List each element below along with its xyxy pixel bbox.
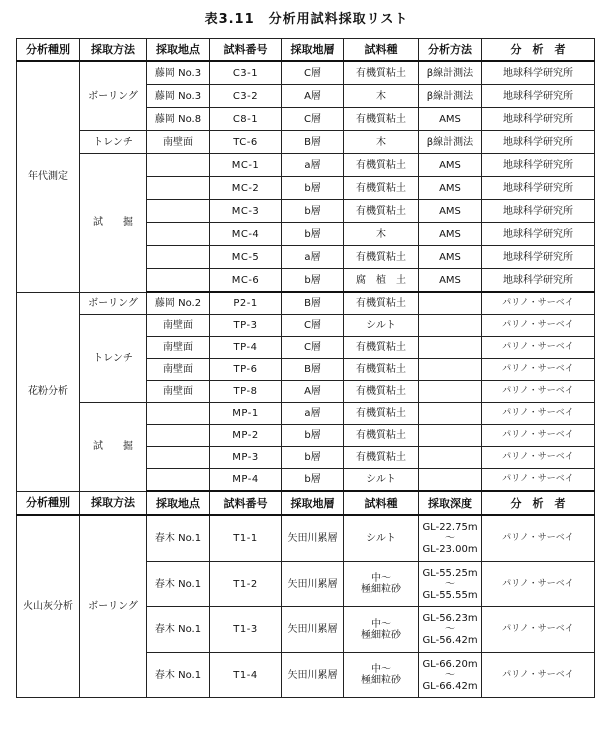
analysis-method-cell: AMS <box>419 246 482 269</box>
header-row <box>17 491 595 515</box>
sample-cell: T1-2 <box>210 562 282 607</box>
header-cell: 試料種 <box>344 39 419 62</box>
type-cell: 有機質粘土 <box>344 359 419 381</box>
analysis-method-cell: AMS <box>419 108 482 131</box>
type-cell <box>344 515 419 562</box>
analysis-method-cell: AMS <box>419 223 482 246</box>
sample-cell: T1-3 <box>210 607 282 653</box>
method-cell: ボーリング <box>80 292 147 315</box>
layer-cell: 矢田川累層 <box>282 515 344 562</box>
sample-cell: C3-2 <box>210 85 282 108</box>
sample-cell: TC-6 <box>210 131 282 154</box>
site-cell <box>147 447 210 469</box>
analysis-method-cell <box>419 381 482 403</box>
sample-cell: MP-4 <box>210 469 282 492</box>
header-row <box>17 39 595 62</box>
analyst-cell: パリノ・サーベイ <box>482 359 595 381</box>
type-line-1: シルト <box>366 533 396 544</box>
group-pollen: 花粉分析 <box>17 292 80 491</box>
layer-cell: b層 <box>282 269 344 293</box>
layer-cell: 矢田川累層 <box>282 607 344 653</box>
method-cell: 試 掘 <box>80 403 147 492</box>
header-cell: 試料番号 <box>210 39 282 62</box>
type-cell: 有機質粘土 <box>344 381 419 403</box>
site-cell: 春木 No.1 <box>147 653 210 698</box>
analyst-cell: パリノ・サーベイ <box>482 515 595 562</box>
type-line-1: 中〜 <box>371 618 391 630</box>
type-cell <box>344 562 419 607</box>
site-cell: 南壁面 <box>147 337 210 359</box>
analyst-cell: 地球科学研究所 <box>482 177 595 200</box>
depth-to: GL-66.42m <box>422 680 478 692</box>
analyst-cell: 地球科学研究所 <box>482 131 595 154</box>
layer-cell: C層 <box>282 315 344 337</box>
type-cell: 有機質粘土 <box>344 246 419 269</box>
type-line-1: 中〜 <box>371 664 391 675</box>
site-cell <box>147 269 210 293</box>
layer-cell: b層 <box>282 469 344 492</box>
sample-cell: C8-1 <box>210 108 282 131</box>
depth-cell <box>419 607 482 653</box>
layer-cell: 矢田川累層 <box>282 562 344 607</box>
site-cell: 藤岡 No.8 <box>147 108 210 131</box>
sample-cell: T1-1 <box>210 515 282 562</box>
method-cell: トレンチ <box>80 315 147 403</box>
analysis-method-cell <box>419 403 482 425</box>
sample-cell: MC-1 <box>210 154 282 177</box>
analysis-method-cell <box>419 447 482 469</box>
layer-cell: A層 <box>282 85 344 108</box>
site-cell <box>147 403 210 425</box>
type-line-2: 極細粒砂 <box>361 629 401 641</box>
analysis-method-cell: AMS <box>419 154 482 177</box>
sample-cell: TP-4 <box>210 337 282 359</box>
type-cell: 木 <box>344 85 419 108</box>
header-cell: 分 析 者 <box>482 491 595 515</box>
analysis-method-cell: AMS <box>419 177 482 200</box>
type-cell: 腐 植 土 <box>344 269 419 293</box>
analyst-cell: パリノ・サーベイ <box>482 562 595 607</box>
sample-list-table <box>16 38 595 698</box>
site-cell <box>147 200 210 223</box>
analyst-cell: 地球科学研究所 <box>482 85 595 108</box>
sample-cell: TP-8 <box>210 381 282 403</box>
type-cell: 木 <box>344 223 419 246</box>
site-cell <box>147 154 210 177</box>
layer-cell: C層 <box>282 337 344 359</box>
site-cell: 藤岡 No.3 <box>147 61 210 85</box>
analyst-cell: 地球科学研究所 <box>482 61 595 85</box>
analyst-cell: 地球科学研究所 <box>482 246 595 269</box>
layer-cell: b層 <box>282 223 344 246</box>
analyst-cell: パリノ・サーベイ <box>482 315 595 337</box>
header-cell: 採取地層 <box>282 491 344 515</box>
analysis-method-cell <box>419 359 482 381</box>
header-cell: 試料番号 <box>210 491 282 515</box>
analyst-cell: 地球科学研究所 <box>482 223 595 246</box>
site-cell: 南壁面 <box>147 359 210 381</box>
depth-separator: 〜 <box>445 578 455 590</box>
sample-cell: MC-6 <box>210 269 282 293</box>
type-line-2: 極細粒砂 <box>361 584 401 595</box>
header-cell: 分析種別 <box>17 39 80 62</box>
type-cell <box>344 653 419 698</box>
depth-separator: 〜 <box>445 669 455 681</box>
site-cell <box>147 246 210 269</box>
header-cell: 試料種 <box>344 491 419 515</box>
site-cell: 南壁面 <box>147 131 210 154</box>
header-cell: 採取方法 <box>80 39 147 62</box>
group-dating: 年代測定 <box>17 61 80 292</box>
layer-cell: b層 <box>282 447 344 469</box>
analysis-method-cell: AMS <box>419 269 482 293</box>
site-cell <box>147 469 210 492</box>
analysis-method-cell <box>419 337 482 359</box>
layer-cell: a層 <box>282 403 344 425</box>
sample-cell: MP-2 <box>210 425 282 447</box>
site-cell: 南壁面 <box>147 381 210 403</box>
depth-separator: 〜 <box>445 624 455 635</box>
depth-to: GL-56.42m <box>422 635 478 646</box>
table-row <box>17 515 595 562</box>
layer-cell: C層 <box>282 61 344 85</box>
sample-cell: MC-3 <box>210 200 282 223</box>
sample-cell: MP-1 <box>210 403 282 425</box>
type-line-2: 極細粒砂 <box>361 675 401 686</box>
type-cell <box>344 607 419 653</box>
table-row <box>17 403 595 425</box>
type-cell: 有機質粘土 <box>344 425 419 447</box>
sample-cell: P2-1 <box>210 292 282 315</box>
sample-cell: TP-6 <box>210 359 282 381</box>
analysis-method-cell <box>419 315 482 337</box>
method-cell: 試 掘 <box>80 154 147 293</box>
method-cell: トレンチ <box>80 131 147 154</box>
layer-cell: b層 <box>282 177 344 200</box>
table-title: 表3.11 分析用試料採取リスト <box>204 12 409 27</box>
depth-to: GL-55.55m <box>422 589 478 601</box>
type-cell: シルト <box>344 315 419 337</box>
depth-cell <box>419 515 482 562</box>
layer-cell: a層 <box>282 154 344 177</box>
layer-cell: C層 <box>282 108 344 131</box>
layer-cell: b層 <box>282 425 344 447</box>
site-cell <box>147 425 210 447</box>
layer-cell: B層 <box>282 292 344 315</box>
analyst-cell: パリノ・サーベイ <box>482 607 595 653</box>
table-row <box>17 61 595 85</box>
analyst-cell: パリノ・サーベイ <box>482 447 595 469</box>
sample-cell: TP-3 <box>210 315 282 337</box>
analyst-cell: パリノ・サーベイ <box>482 403 595 425</box>
site-cell: 藤岡 No.3 <box>147 85 210 108</box>
analyst-cell: パリノ・サーベイ <box>482 337 595 359</box>
analyst-cell: 地球科学研究所 <box>482 108 595 131</box>
type-cell: 有機質粘土 <box>344 108 419 131</box>
analyst-cell: 地球科学研究所 <box>482 269 595 293</box>
analysis-method-cell <box>419 292 482 315</box>
sample-cell: T1-4 <box>210 653 282 698</box>
depth-from: GL-55.25m <box>422 567 478 579</box>
table-row <box>17 315 595 337</box>
analyst-cell: パリノ・サーベイ <box>482 469 595 492</box>
site-cell: 藤岡 No.2 <box>147 292 210 315</box>
depth-cell <box>419 562 482 607</box>
header-cell: 分 析 者 <box>482 39 595 62</box>
header-cell: 採取地点 <box>147 39 210 62</box>
site-cell <box>147 223 210 246</box>
method-cell: ボーリング <box>80 515 147 698</box>
layer-cell: A層 <box>282 381 344 403</box>
group-volcanic-ash: 火山灰分析 <box>17 515 80 698</box>
header-cell: 採取地点 <box>147 491 210 515</box>
depth-from: GL-56.23m <box>422 613 478 624</box>
table-row <box>17 292 595 315</box>
type-cell: 有機質粘土 <box>344 447 419 469</box>
analysis-method-cell <box>419 425 482 447</box>
sample-cell: MC-4 <box>210 223 282 246</box>
type-cell: 有機質粘土 <box>344 200 419 223</box>
type-line-1: 中〜 <box>371 573 391 584</box>
site-cell: 南壁面 <box>147 315 210 337</box>
site-cell: 春木 No.1 <box>147 515 210 562</box>
header-cell: 分析方法 <box>419 39 482 62</box>
analysis-method-cell: β線計測法 <box>419 61 482 85</box>
type-cell: 有機質粘土 <box>344 177 419 200</box>
analyst-cell: パリノ・サーベイ <box>482 425 595 447</box>
layer-cell: a層 <box>282 246 344 269</box>
analyst-cell: パリノ・サーベイ <box>482 653 595 698</box>
site-cell <box>147 177 210 200</box>
depth-from: GL-66.20m <box>422 658 478 670</box>
table-row <box>17 131 595 154</box>
analyst-cell: パリノ・サーベイ <box>482 292 595 315</box>
header-cell: 分析種別 <box>17 491 80 515</box>
analyst-cell: 地球科学研究所 <box>482 200 595 223</box>
layer-cell: 矢田川累層 <box>282 653 344 698</box>
header-cell: 採取方法 <box>80 491 147 515</box>
sample-cell: MP-3 <box>210 447 282 469</box>
layer-cell: b層 <box>282 200 344 223</box>
type-cell: 有機質粘土 <box>344 292 419 315</box>
type-cell: 有機質粘土 <box>344 403 419 425</box>
depth-to: GL-23.00m <box>422 544 478 555</box>
type-cell: シルト <box>344 469 419 492</box>
sample-cell: C3-1 <box>210 61 282 85</box>
header-cell: 採取地層 <box>282 39 344 62</box>
header-cell: 採取深度 <box>419 491 482 515</box>
sample-cell: MC-2 <box>210 177 282 200</box>
type-cell: 木 <box>344 131 419 154</box>
layer-cell: B層 <box>282 131 344 154</box>
type-cell: 有機質粘土 <box>344 154 419 177</box>
depth-cell <box>419 653 482 698</box>
analysis-method-cell <box>419 469 482 492</box>
sample-cell: MC-5 <box>210 246 282 269</box>
site-cell: 春木 No.1 <box>147 607 210 653</box>
site-cell: 春木 No.1 <box>147 562 210 607</box>
depth-from: GL-22.75m <box>422 522 478 533</box>
analysis-method-cell: β線計測法 <box>419 85 482 108</box>
type-cell: 有機質粘土 <box>344 61 419 85</box>
analyst-cell: パリノ・サーベイ <box>482 381 595 403</box>
type-cell: 有機質粘土 <box>344 337 419 359</box>
analyst-cell: 地球科学研究所 <box>482 154 595 177</box>
table-row <box>17 154 595 177</box>
analysis-method-cell: β線計測法 <box>419 131 482 154</box>
layer-cell: B層 <box>282 359 344 381</box>
depth-separator: 〜 <box>445 533 455 544</box>
method-cell: ボーリング <box>80 61 147 131</box>
analysis-method-cell: AMS <box>419 200 482 223</box>
